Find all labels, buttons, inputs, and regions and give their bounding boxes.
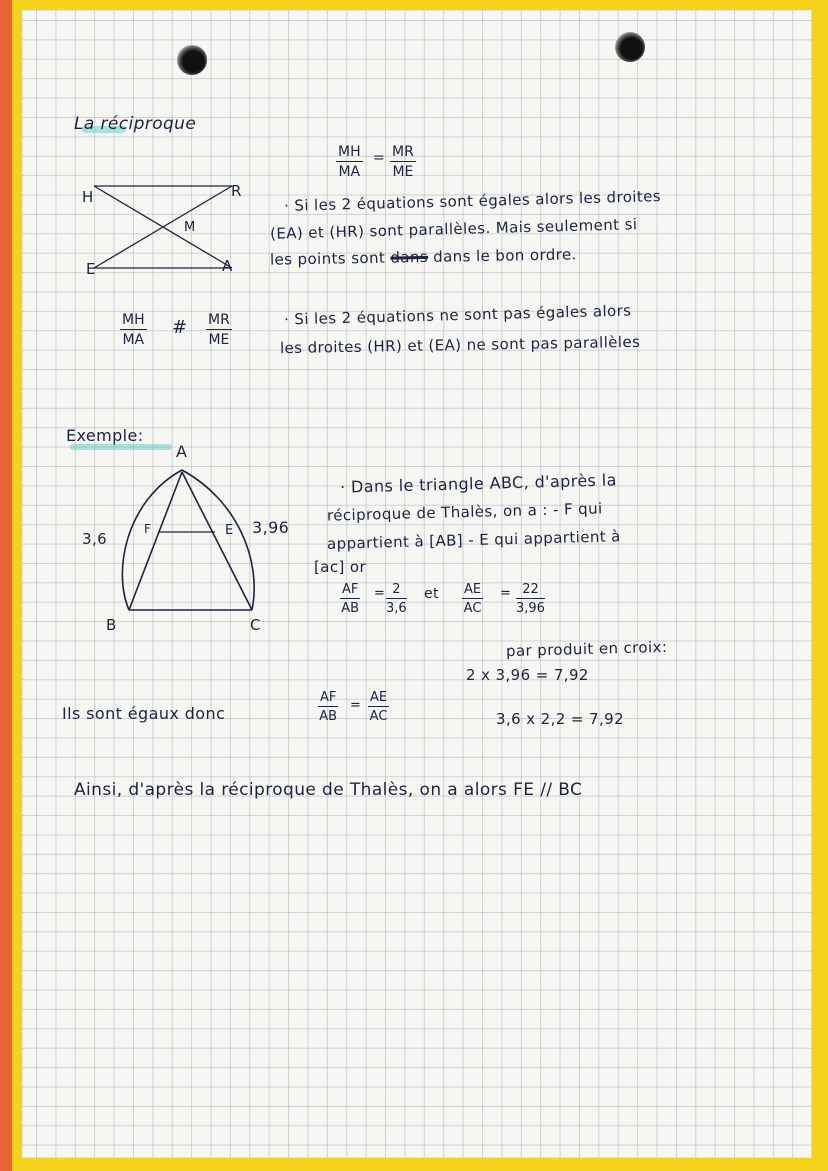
binder-hole-right (615, 32, 645, 62)
frac-den-3-96: 3,96 (516, 601, 545, 616)
frac-num-AF: AF (342, 582, 359, 597)
label-point-F: F (144, 522, 152, 536)
arc-left (122, 470, 182, 610)
example-text-line3: appartient à [AB] - E qui appartient à (326, 527, 622, 553)
equal-text-line2: (EA) et (HR) sont parallèles. Mais seulement si (269, 215, 638, 243)
frac-num-2: 2 (386, 582, 407, 599)
example-title: Exemple: (66, 426, 144, 445)
frac-den-MA: MA (338, 164, 361, 180)
frac-den-AC: AC (463, 601, 482, 616)
example-text-line4: [ac] or (314, 558, 367, 576)
frac-num-MH: MH (338, 144, 361, 160)
calc-line2: 3,6 x 2,2 = 7,92 (496, 710, 625, 728)
label-M: M (184, 220, 196, 235)
equal-text-line3 (270, 245, 577, 268)
label-length-AB: 3,6 (82, 530, 108, 548)
fraction-AF-AB-2 (318, 690, 338, 724)
struck-word: dans (390, 247, 429, 267)
example-text-line1: · Dans le triangle ABC, d'après la (339, 470, 618, 497)
fraction-AF-AB (340, 582, 360, 616)
page-red-edge (0, 0, 12, 1171)
cross-product-title: par produit en croix: (505, 637, 668, 661)
label-H: H (82, 188, 94, 206)
label-A: A (222, 257, 233, 275)
example-text-line2: réciproque de Thalès, on a : - F qui (326, 499, 603, 525)
frac-den-ME-2: ME (208, 332, 230, 348)
fraction-AE-AC-2 (368, 690, 389, 724)
frac-num-MH-2: MH (122, 312, 145, 328)
fraction-MH-MA (336, 144, 363, 180)
frac-num-MR-2: MR (208, 312, 230, 328)
notequal-text-line1: · Si les 2 équations ne sont pas égales alors (283, 301, 632, 329)
section-title-reciprocal: La réciproque (74, 114, 197, 134)
fraction-MR-ME (390, 144, 416, 180)
frac-den-AB-2: AB (319, 709, 338, 724)
fraction-AE-AC (462, 582, 483, 616)
frac-den-AC-2: AC (369, 709, 388, 724)
equal-frac-equals: = (350, 698, 362, 713)
label-R: R (231, 182, 242, 200)
word-et: et (424, 586, 439, 602)
frac-num-AE-2: AE (370, 690, 388, 705)
frac-num-22: 22 (516, 582, 545, 599)
fraction-2-3-6 (386, 582, 407, 616)
graph-paper-sheet (22, 10, 812, 1158)
label-E: E (86, 260, 96, 278)
side-AC (182, 472, 252, 610)
frac2-equals: = (500, 586, 512, 601)
label-point-E: E (225, 523, 234, 538)
equal-conclusion-text: Ils sont égaux donc (62, 704, 226, 723)
label-vertex-B: B (106, 616, 117, 634)
fraction-MR-ME-2 (206, 312, 232, 348)
equal-text-line1: · Si les 2 équations sont égales alors les droites (283, 187, 662, 215)
equals-sign: = (373, 150, 386, 166)
not-equal-sign: # (172, 317, 188, 338)
fraction-MH-MA-2 (120, 312, 147, 348)
equal-text-line3-start: les points sont (269, 248, 386, 269)
final-conclusion: Ainsi, d'après la réciproque de Thalès, on a alors FE // BC (74, 780, 583, 800)
notequal-text-line2: les droites (HR) et (EA) ne sont pas parallèles (279, 332, 641, 358)
fraction-22-3-96 (516, 582, 545, 616)
label-vertex-A: A (176, 442, 188, 461)
equal-text-line3-end: dans le bon ordre. (433, 245, 577, 266)
label-vertex-C: C (250, 616, 261, 634)
frac-den-ME: ME (392, 164, 414, 180)
arc-right (182, 470, 254, 610)
binder-hole-left (177, 45, 207, 75)
label-length-AC: 3,96 (252, 518, 290, 537)
triangle-figure (107, 460, 290, 630)
frac-num-AF-2: AF (320, 690, 337, 705)
frac-num-AE: AE (464, 582, 482, 597)
frac-den-3-6: 3,6 (386, 601, 407, 616)
calc-line1: 2 x 3,96 = 7,92 (466, 666, 589, 684)
frac1-equals: = (374, 586, 386, 601)
side-AB (129, 472, 182, 610)
frac-den-MA-2: MA (122, 332, 145, 348)
frac-num-MR: MR (392, 144, 414, 160)
frac-den-AB: AB (341, 601, 360, 616)
